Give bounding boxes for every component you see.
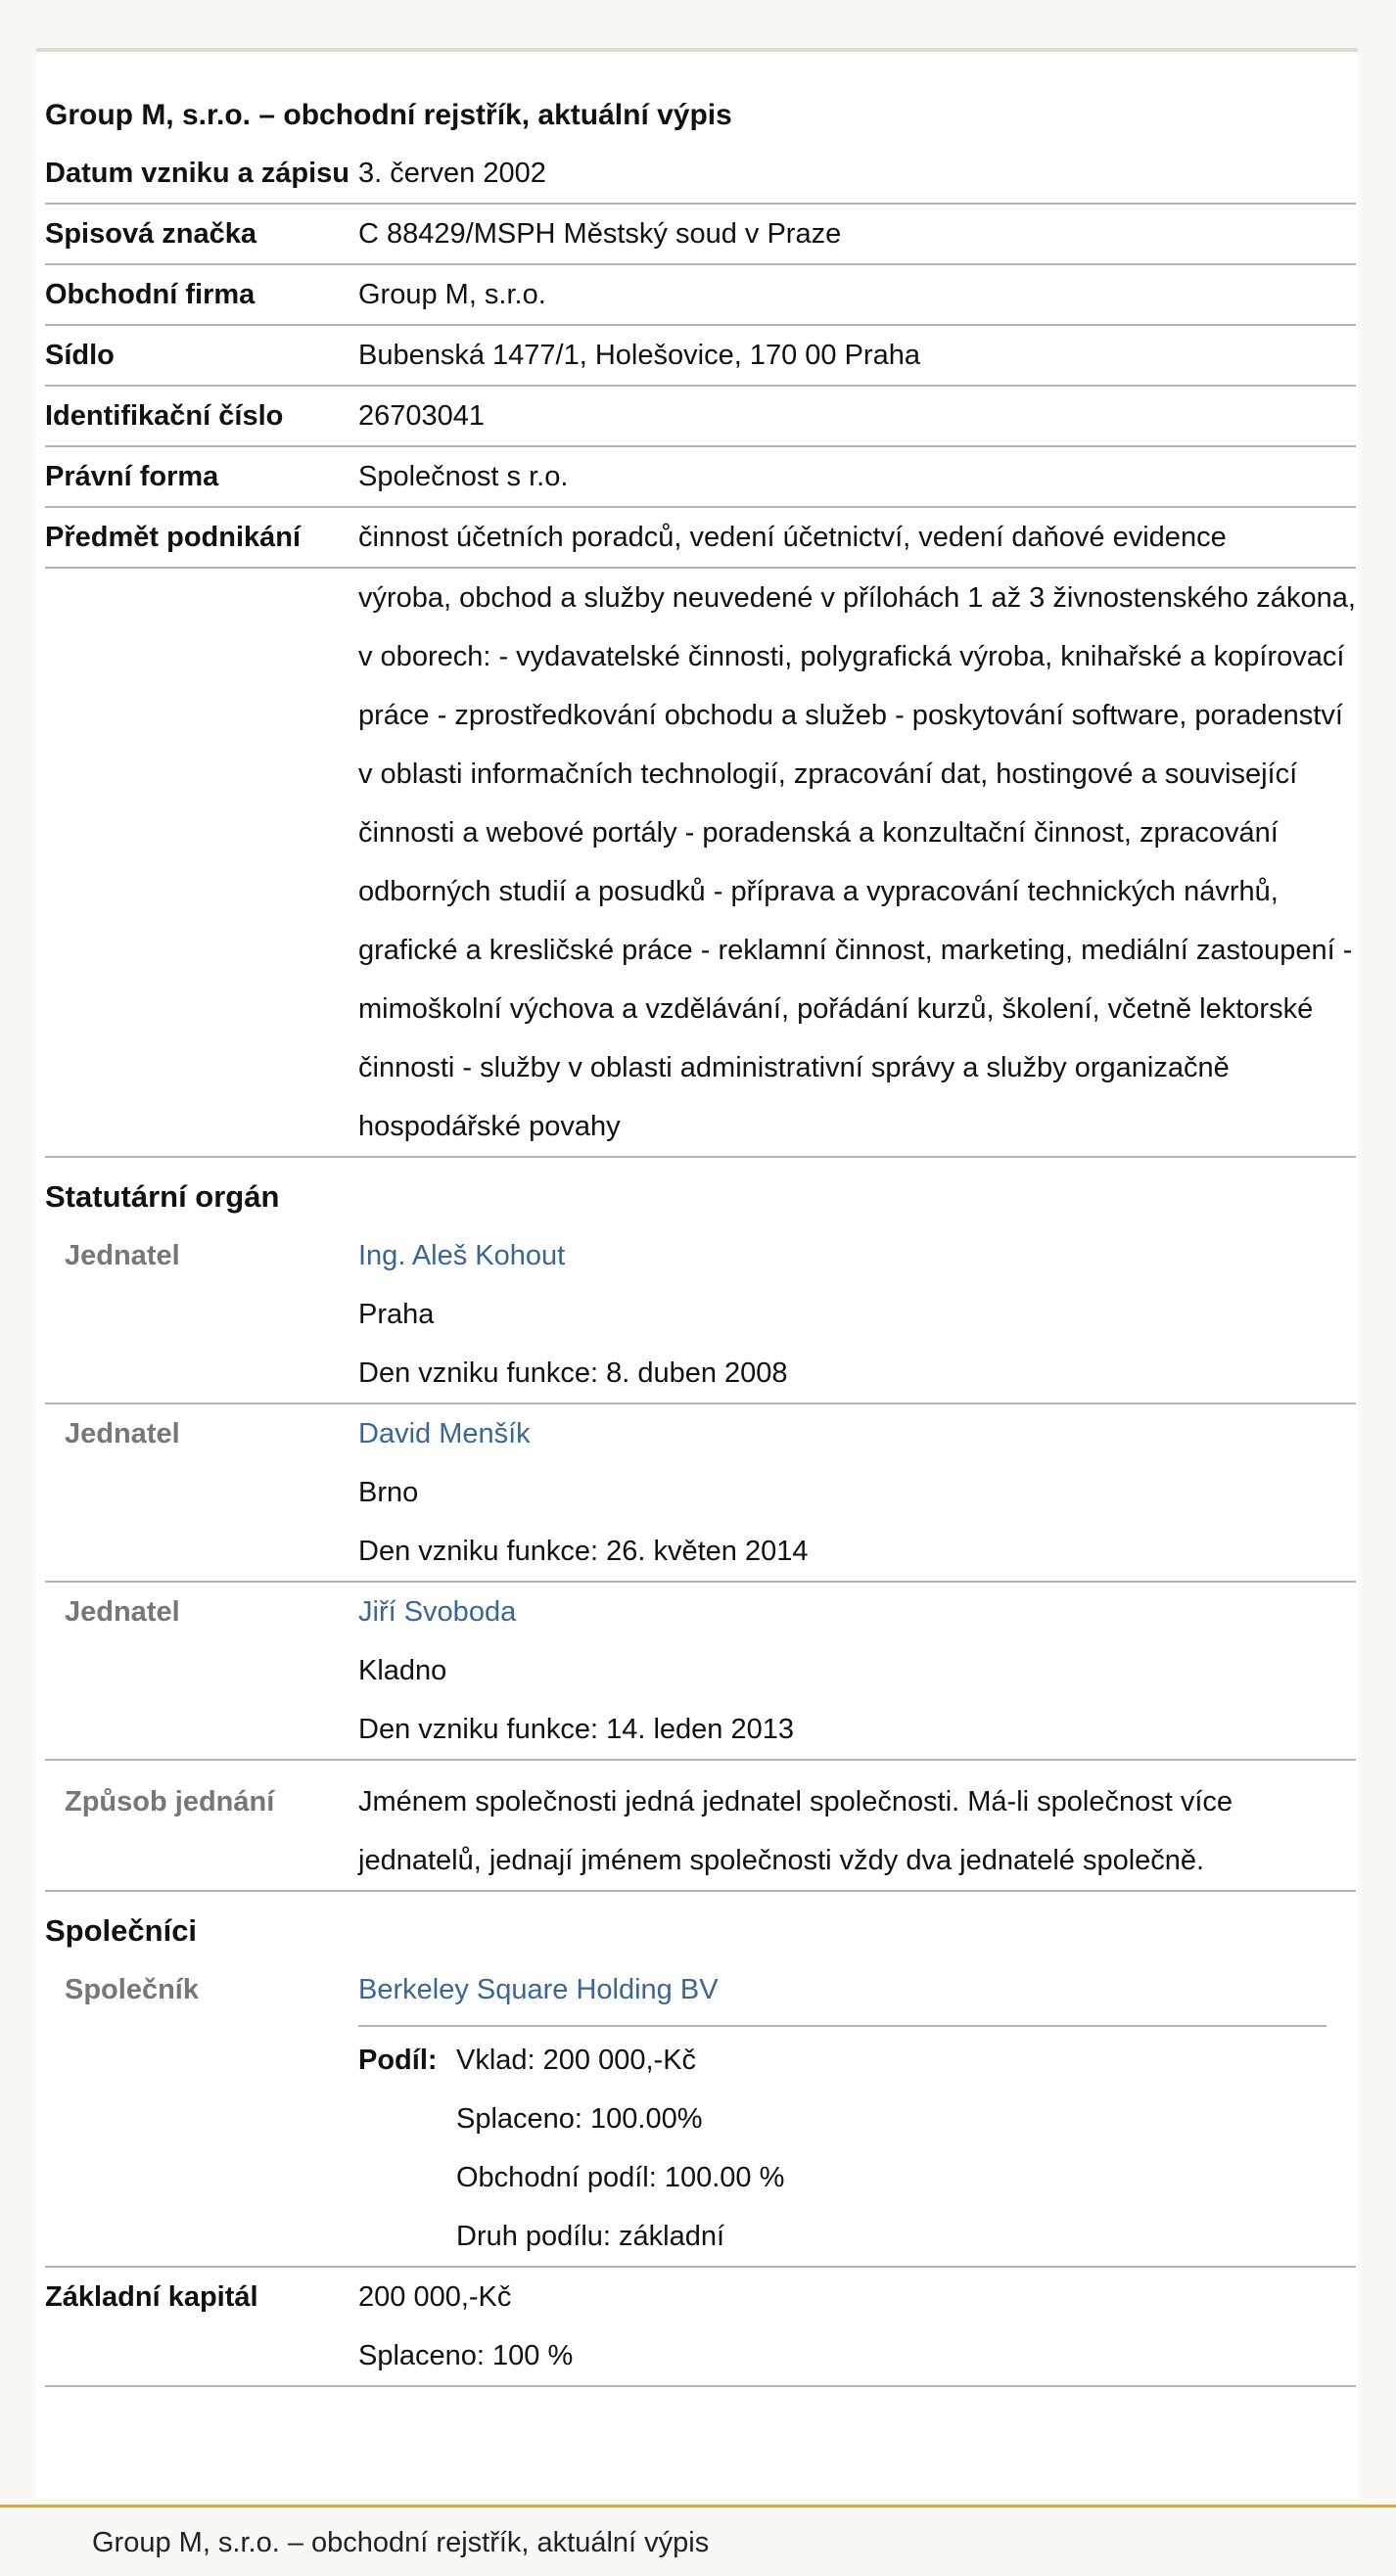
member-city: Kladno — [358, 1655, 447, 1686]
row-sidlo — [45, 326, 1356, 387]
member-since: Den vzniku funkce: 26. květen 2014 — [358, 1536, 809, 1567]
partner-details — [358, 1960, 1356, 2266]
row-label: Právní forma — [45, 461, 219, 492]
row-datum-vzniku — [45, 144, 1356, 205]
row-spisova-znacka — [45, 205, 1356, 265]
member-details — [358, 1404, 1356, 1581]
page-title: Group M, s.r.o. – obchodní rejstřík, aktuální výpis — [45, 99, 732, 131]
statutory-member — [45, 1404, 1356, 1583]
row-predmet-podnikani-2 — [45, 569, 1356, 1158]
member-role: Jednatel — [65, 1240, 180, 1271]
share-row — [358, 2031, 1326, 2266]
capital-details — [358, 2268, 1356, 2385]
row-value: Jménem společnosti jedná jednatel společnosti. Má-li společnost více jednatelů, jednají jménem společnosti vždy dva jednatelé společně. — [358, 1786, 1233, 1876]
row-value: 3. červen 2002 — [358, 158, 546, 189]
share-deposit: Vklad: 200 000,-Kč — [456, 2045, 697, 2076]
register-content — [45, 52, 1356, 2387]
member-name-link[interactable]: Jiří Svoboda — [358, 1596, 517, 1628]
section-title-statutory: Statutární orgán — [45, 1179, 280, 1214]
row-value: činnost účetních poradců, vedení účetnictví, vedení daňové evidence — [358, 522, 1227, 553]
register-card — [36, 48, 1358, 2499]
row-zpusob-jednani — [45, 1761, 1356, 1892]
row-label: Datum vzniku a zápisu — [45, 158, 350, 189]
row-label: Sídlo — [45, 340, 115, 371]
row-label: Identifikační číslo — [45, 400, 284, 432]
row-value: Group M, s.r.o. — [358, 279, 546, 310]
row-label — [45, 569, 358, 1156]
partner-name-link[interactable]: Berkeley Square Holding BV — [358, 1974, 719, 2005]
member-since: Den vzniku funkce: 14. leden 2013 — [358, 1714, 794, 1745]
row-label: Způsob jednání — [65, 1786, 275, 1817]
partner-entry — [45, 1960, 1356, 2268]
share-type: Druh podílu: základní — [456, 2221, 725, 2252]
row-value: Společnost s r.o. — [358, 461, 569, 492]
share-business: Obchodní podíl: 100.00 % — [456, 2162, 785, 2193]
footer — [0, 2505, 1396, 2576]
member-city: Brno — [358, 1477, 419, 1508]
share-values — [456, 2031, 784, 2266]
member-details — [358, 1583, 1356, 1759]
member-name-link[interactable]: Ing. Aleš Kohout — [358, 1240, 566, 1271]
row-label: Základní kapitál — [45, 2281, 258, 2313]
member-city: Praha — [358, 1299, 435, 1330]
row-label: Předmět podnikání — [45, 522, 302, 553]
statutory-member — [45, 1583, 1356, 1761]
row-label: Spisová značka — [45, 218, 256, 250]
row-value: Bubenská 1477/1, Holešovice, 170 00 Praha — [358, 340, 920, 371]
share-paid: Splaceno: 100.00% — [456, 2103, 703, 2135]
member-since: Den vzniku funkce: 8. duben 2008 — [358, 1357, 788, 1389]
row-zakladni-kapital — [45, 2268, 1356, 2387]
statutory-member — [45, 1226, 1356, 1404]
member-role: Jednatel — [65, 1418, 180, 1449]
row-predmet-podnikani — [45, 508, 1356, 569]
row-obchodni-firma — [45, 265, 1356, 326]
partner-role: Společník — [65, 1974, 199, 2005]
footer-title: Group M, s.r.o. – obchodní rejstřík, aktuální výpis — [92, 2527, 710, 2558]
member-name-link[interactable]: David Menšík — [358, 1418, 531, 1449]
capital-paid: Splaceno: 100 % — [358, 2340, 574, 2371]
row-value: výroba, obchod a služby neuvedené v přílohách 1 až 3 živnostenského zákona, v oborech: - vydavatelské činnosti, polygrafická výroba, knihařské a kopírovací práce - zprostředkování obchodu a služeb - poskytování software, poradenství v oblasti informačních technologií, zpracování dat, hostingové a související činnosti a webové portály - poradenská a konzultační činnost, zpracování odborných studií a posudků - příprava a vypracování technických návrhů, grafické a kresličské práce - reklamní činnost, marketing, mediální zastoupení - mimoškolní výchova a vzdělávání, pořádání kurzů, školení, včetně lektorské činnosti - služby v oblasti administrativní správy a služby organizačně hospodářské povahy — [358, 582, 1356, 1142]
share-label: Podíl: — [358, 2045, 438, 2076]
capital-amount: 200 000,-Kč — [358, 2281, 512, 2313]
member-role: Jednatel — [65, 1596, 180, 1628]
row-value: C 88429/MSPH Městský soud v Praze — [358, 218, 842, 250]
row-ico — [45, 387, 1356, 447]
row-value: 26703041 — [358, 400, 486, 432]
row-label: Obchodní firma — [45, 279, 256, 310]
share-block — [358, 2025, 1326, 2266]
row-pravni-forma — [45, 447, 1356, 508]
member-details — [358, 1226, 1356, 1403]
section-title-partners: Společníci — [45, 1913, 198, 1948]
